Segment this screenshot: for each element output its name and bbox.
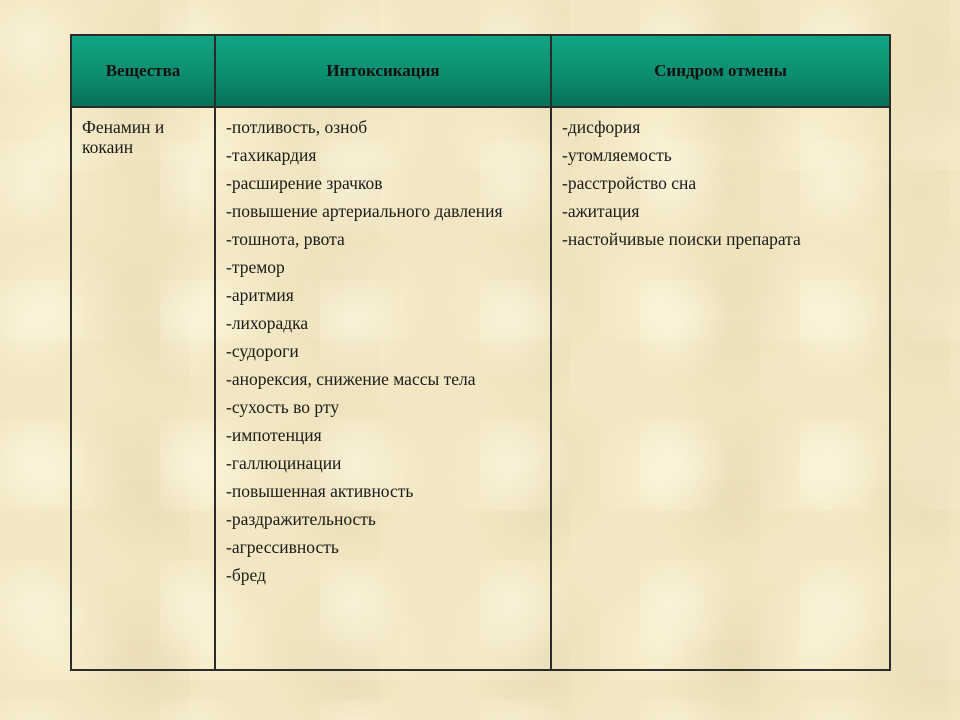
intoxication-item: -аритмия xyxy=(226,285,294,305)
withdrawal-item: -ажитация xyxy=(562,201,640,221)
table-header-row xyxy=(71,35,890,107)
header-substances: Вещества xyxy=(71,35,215,107)
intoxication-item: -повышение артериального давления xyxy=(226,201,503,221)
intoxication-item: -расширение зрачков xyxy=(226,173,383,193)
withdrawal-item: -дисфория xyxy=(562,117,641,137)
intoxication-item: -повышенная активность xyxy=(226,481,414,501)
intoxication-item: -галлюцинации xyxy=(226,453,342,473)
intoxication-item: -анорексия, снижение массы тела xyxy=(226,369,476,389)
intoxication-item: -агрессивность xyxy=(226,537,339,557)
withdrawal-item: -расстройство сна xyxy=(562,173,697,193)
header-intoxication: Интоксикация xyxy=(215,35,551,107)
intoxication-item: -судороги xyxy=(226,341,299,361)
intoxication-item: -тошнота, рвота xyxy=(226,229,345,249)
intoxication-list xyxy=(226,117,540,585)
intoxication-item: -сухость во рту xyxy=(226,397,340,417)
intoxication-item: -раздражительность xyxy=(226,509,376,529)
intoxication-item: -импотенция xyxy=(226,425,322,445)
withdrawal-item: -настойчивые поиски препарата xyxy=(562,229,801,249)
withdrawal-item: -утомляемость xyxy=(562,145,672,165)
substance-table xyxy=(70,34,891,671)
intoxication-cell xyxy=(215,107,551,670)
table-row xyxy=(71,107,890,670)
intoxication-item: -тремор xyxy=(226,257,285,277)
substance-cell xyxy=(71,107,215,670)
intoxication-item: -потливость, озноб xyxy=(226,117,368,137)
withdrawal-list xyxy=(562,117,879,249)
withdrawal-cell xyxy=(551,107,890,670)
header-withdrawal: Синдром отмены xyxy=(551,35,890,107)
intoxication-item: -тахикардия xyxy=(226,145,317,165)
intoxication-item: -лихорадка xyxy=(226,313,309,333)
intoxication-item: -бред xyxy=(226,565,266,585)
substance-name: Фенамин и кокаин xyxy=(82,117,165,157)
